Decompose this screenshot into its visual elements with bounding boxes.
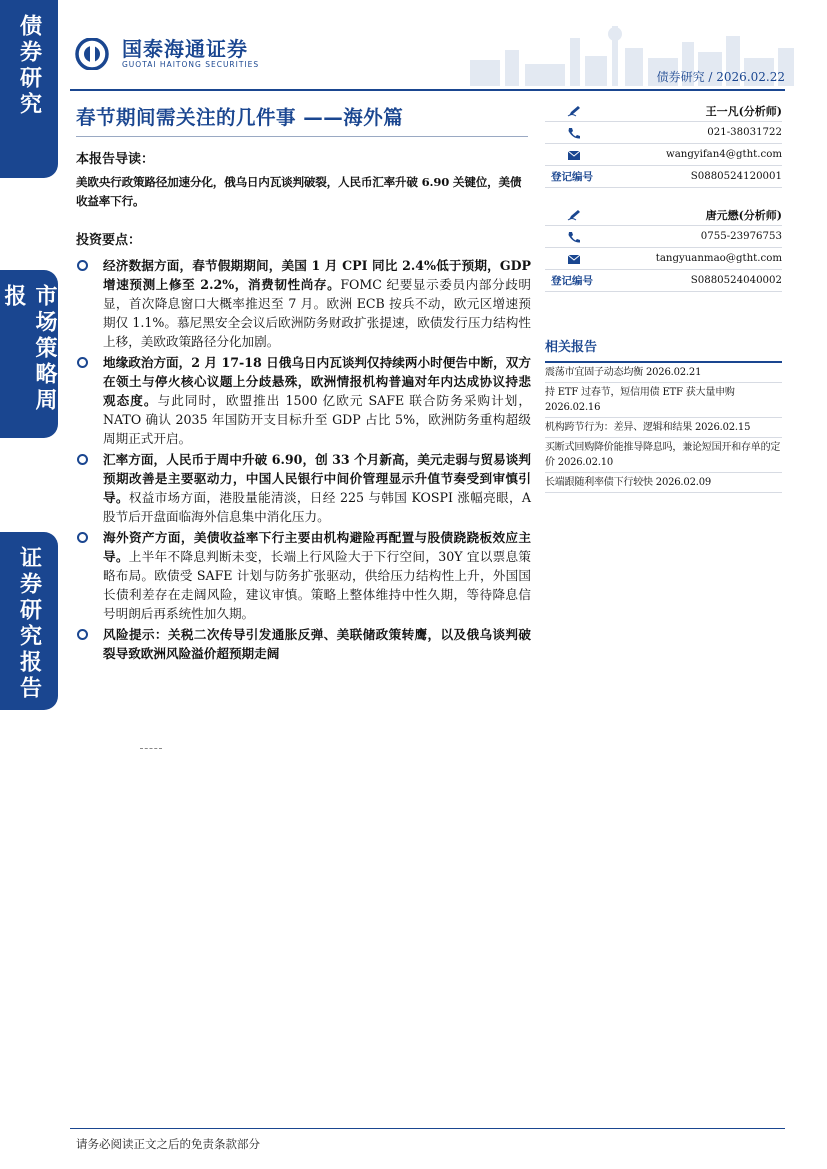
logo-name-en: GUOTAI HAITONG SECURITIES — [122, 60, 260, 69]
title-divider — [76, 136, 528, 137]
pen-icon — [567, 105, 581, 117]
related-report-link[interactable]: 震荡市宜固子动态均衡 2026.02.21 — [545, 363, 782, 383]
analyst-name: 唐元懋(分析师) — [705, 208, 782, 222]
key-point — [76, 528, 531, 623]
sidebar-label-category: 债券研究 — [16, 14, 42, 118]
analyst-phone: 0755-23976753 — [700, 231, 782, 242]
points-heading: 投资要点： — [76, 233, 142, 248]
mail-icon — [567, 253, 581, 265]
key-point — [76, 625, 531, 663]
analyst-name: 王一凡(分析师) — [705, 104, 782, 118]
key-point-bold: 海外资产方面，美债收益率下行主要由机构避险再配置与股债跷跷板效应主导。 — [103, 530, 531, 564]
phone-icon — [567, 127, 581, 139]
key-point-text: 权益市场方面，港股量能清淡，日经 225 与韩国 KOSPI 涨幅亮眼，A 股节后开盘面临海外信息集中消化压力。 — [103, 490, 532, 524]
header-separator: / — [708, 70, 713, 84]
analyst-email: tangyuanmao@gtht.com — [655, 253, 782, 264]
logo-name-cn: 国泰海通证券 — [122, 37, 248, 61]
sidebar-block-category — [0, 0, 58, 178]
key-point-text: 上半年不降息判断未变，长端上行风险大于下行空间，30Y 宜以票息策略布局。欧债受 SAFE 计划与防务扩张驱动，供给压力结构性上升，外国国长债利差存在走阔风险，建议审慎。策略上整体维持中性久期，等待降息信号明朗后再系统性加久期。 — [103, 549, 532, 621]
pen-icon — [567, 209, 581, 221]
analyst-card — [545, 204, 782, 292]
key-point-bold: 汇率方面，人民币于周中升破 6.90，创 33 个月新高，美元走弱与贸易谈判预期改善是主要驱动力，中国人民银行中间价管理显示升值节奏受到审慎引导。 — [103, 452, 531, 505]
related-report-link[interactable]: 长端跟随利率债下行较快 2026.02.09 — [545, 473, 782, 493]
reg-label: 登记编号 — [551, 171, 593, 183]
bullet-icon — [77, 260, 88, 271]
bullet-icon — [77, 629, 88, 640]
phone-icon — [567, 231, 581, 243]
related-report-link[interactable]: 持 ETF 过春节，短信用债 ETF 获大量申购 2026.02.16 — [545, 383, 782, 418]
analyst-email: wangyifan4@gtht.com — [666, 149, 782, 160]
footer-divider — [70, 1128, 785, 1129]
sidebar-label-report: 证券研究报告 — [16, 546, 42, 702]
header-meta — [657, 68, 785, 85]
header-date: 2026.02.22 — [716, 70, 785, 84]
analyst-reg: S0880524040002 — [690, 275, 782, 286]
bullet-icon — [77, 454, 88, 465]
right-column — [545, 100, 782, 493]
key-point-bold: 经济数据方面，春节假期期间，美国 1 月 CPI 同比 2.4%低于预期，GDP 增速预测上修至 2.2%，消费韧性尚存。 — [103, 258, 531, 292]
decorative-mark — [140, 748, 162, 749]
related-report-link[interactable]: 买断式回购降价能推导降息吗，兼论短国开和存单的定价 2026.02.10 — [545, 438, 782, 473]
key-point-text: FOMC 纪要显示委员内部分歧明显，首次降息窗口大概率推迟至 7 月。欧洲 ECB 按兵不动，欧元区增速预期仅 1.1%。慕尼黑安全会议后欧洲防务财政扩张提速，欧债发行压力结构性上移，美欧政策路径分化加剧。 — [103, 277, 531, 349]
related-reports-heading: 相关报告 — [545, 336, 782, 363]
key-point — [76, 256, 531, 351]
analyst-card — [545, 100, 782, 188]
related-report-link[interactable]: 机构跨节行为：差异、逻辑和结果 2026.02.15 — [545, 418, 782, 438]
key-point — [76, 450, 531, 526]
logo-mark-icon — [74, 38, 114, 70]
guide-text: 美欧央行政策路径加速分化，俄乌日内瓦谈判破裂，人民币汇率升破 6.90 关键位，美债收益率下行。 — [76, 175, 522, 208]
guide-heading: 本报告导读： — [76, 152, 155, 167]
report-title: 春节期间需关注的几件事 ——海外篇 — [76, 106, 404, 129]
bullet-icon — [77, 357, 88, 368]
key-point-bold: 风险提示：关税二次传导引发通胀反弹、美联储政策转鹰，以及俄乌谈判破裂导致欧洲风险溢价超预期走阔 — [103, 627, 531, 661]
sidebar-block-type — [0, 270, 58, 438]
footer-disclaimer: 请务必阅读正文之后的免责条款部分 — [76, 1137, 260, 1151]
header-category: 债券研究 — [656, 70, 705, 84]
key-point-text: 与此同时，欧盟推出 1500 亿欧元 SAFE 联合防务采购计划，NATO 确认 2035 年国防开支目标升至 GDP 占比 5%，欧洲防务重构超级周期正式开启。 — [103, 393, 532, 446]
analyst-reg: S0880524120001 — [690, 171, 782, 182]
mail-icon — [567, 149, 581, 161]
company-logo — [74, 38, 259, 70]
sidebar — [0, 0, 58, 1169]
sidebar-label-type: 市场策略周报 — [1, 284, 57, 414]
main-content — [76, 150, 531, 665]
analyst-phone: 021-38031722 — [707, 127, 782, 138]
sidebar-block-report — [0, 532, 58, 710]
bullet-icon — [77, 532, 88, 543]
reg-label: 登记编号 — [551, 275, 593, 287]
key-point-bold: 地缘政治方面，2 月 17-18 日俄乌日内瓦谈判仅持续两小时便告中断，双方在领土与停火核心议题上分歧悬殊，欧洲情报机构普遍对年内达成协议持悲观态度。 — [103, 355, 531, 408]
header-divider — [70, 89, 785, 91]
key-point — [76, 353, 531, 448]
